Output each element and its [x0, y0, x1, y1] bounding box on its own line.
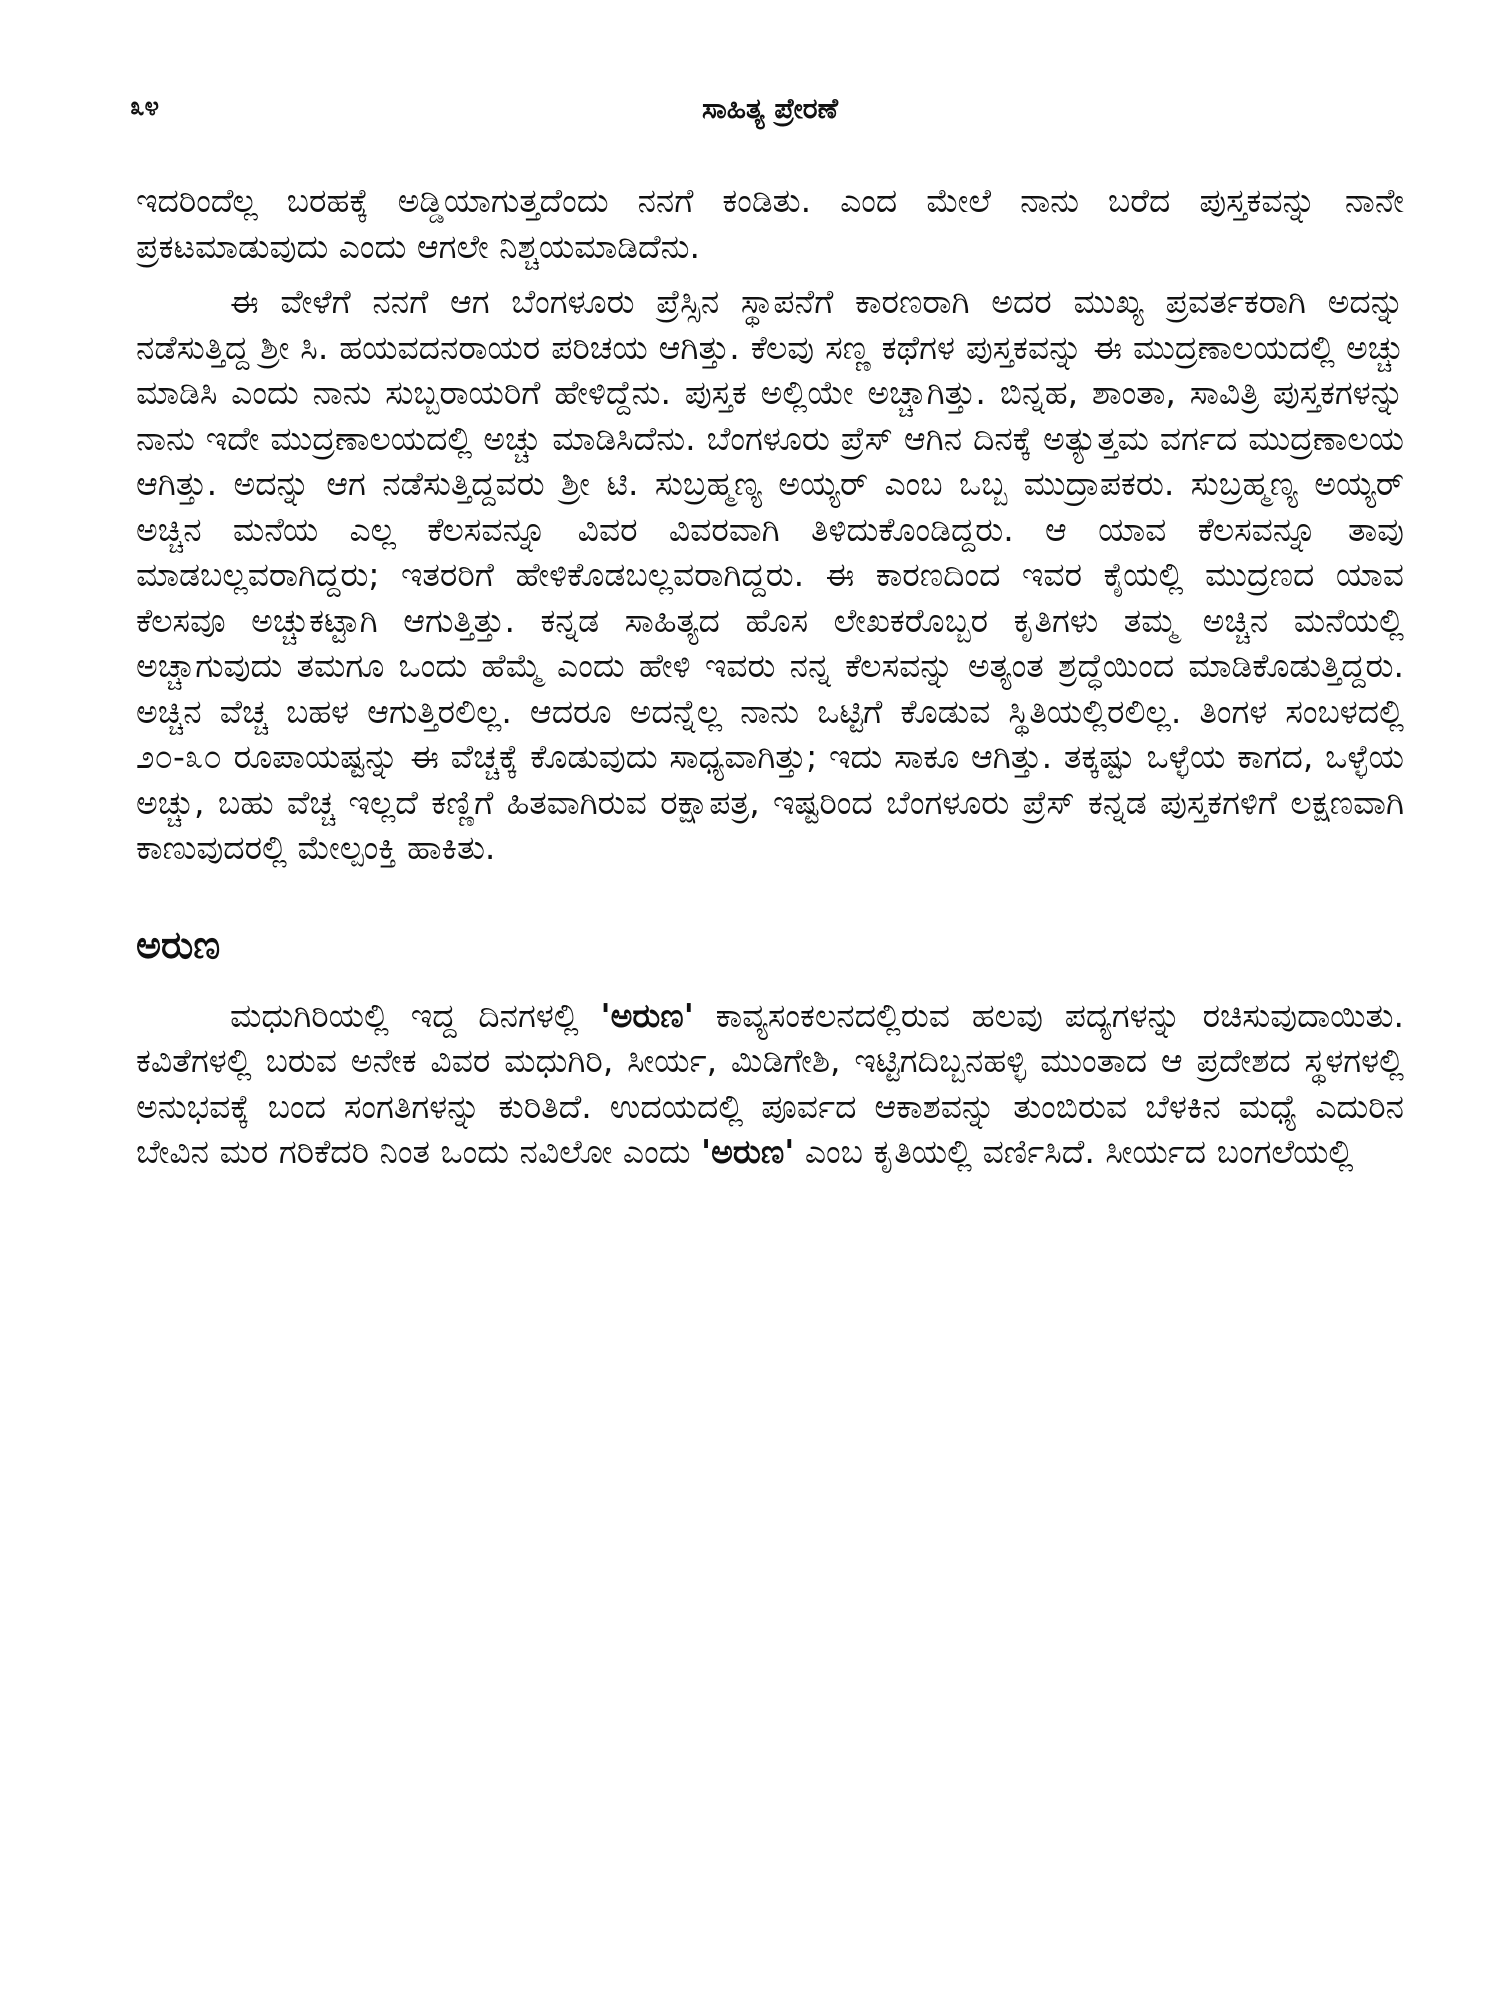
page-body [136, 178, 1404, 1175]
paragraph-1: ಇದರಿಂದೆಲ್ಲ ಬರಹಕ್ಕೆ ಅಡ್ಡಿಯಾಗುತ್ತದೆಂದು ನನಗೆ ಕಂಡಿತು. ಎಂದ ಮೇಲೆ ನಾನು ಬರೆದ ಪುಸ್ತಕವನ್ನು ನಾನೇ ಪ್ರಕಟಮಾಡುವುದು ಎಂದು ಆಗಲೇ ನಿಶ್ಚಯಮಾಡಿದೆನು. [136, 181, 1404, 266]
paragraph-3 [136, 993, 1404, 1175]
page-header [130, 92, 1410, 132]
running-title: ಸಾಹಿತ್ಯ ಪ್ರೇರಣೆ [701, 92, 838, 125]
paragraph-3-part-a: ಮಧುಗಿರಿಯಲ್ಲಿ ಇದ್ದ ದಿನಗಳಲ್ಲಿ [230, 995, 601, 1035]
heading-gap [136, 975, 1404, 993]
bold-title-aruna-2: 'ಅರುಣ' [701, 1132, 795, 1171]
section-gap [136, 871, 1404, 915]
paragraph-2: ಈ ವೇಳೆಗೆ ನನಗೆ ಆಗ ಬೆಂಗಳೂರು ಪ್ರೆಸ್ಸಿನ ಸ್ಥಾಪನೆಗೆ ಕಾರಣರಾಗಿ ಅದರ ಮುಖ್ಯ ಪ್ರವರ್ತಕರಾಗಿ ಅದನ್ನು ನಡೆಸುತ್ತಿದ್ದ ಶ್ರೀ ಸಿ. ಹಯವದನರಾಯರ ಪರಿಚಯ ಆಗಿತ್ತು. ಕೆಲವು ಸಣ್ಣ ಕಥೆಗಳ ಪುಸ್ತಕವನ್ನು ಈ ಮುದ್ರಣಾಲಯದಲ್ಲಿ ಅಚ್ಚು ಮಾಡಿಸಿ ಎಂದು ನಾನು ಸುಬ್ಬರಾಯರಿಗೆ ಹೇಳಿದ್ದೆನು. ಪುಸ್ತಕ ಅಲ್ಲಿಯೇ ಅಚ್ಚಾಗಿತ್ತು. ಬಿನ್ನಹ, ಶಾಂತಾ, ಸಾವಿತ್ರಿ ಪುಸ್ತಕಗಳನ್ನು ನಾನು ಇದೇ ಮುದ್ರಣಾಲಯದಲ್ಲಿ ಅಚ್ಚು ಮಾಡಿಸಿದೆನು. ಬೆಂಗಳೂರು ಪ್ರೆಸ್ ಆಗಿನ ದಿನಕ್ಕೆ ಅತ್ಯುತ್ತಮ ವರ್ಗದ ಮುದ್ರಣಾಲಯ ಆಗಿತ್ತು. ಅದನ್ನು ಆಗ ನಡೆಸುತ್ತಿದ್ದವರು ಶ್ರೀ ಟಿ. ಸುಬ್ರಹ್ಮಣ್ಯ ಅಯ್ಯರ್ ಎಂಬ ಒಬ್ಬ ಮುದ್ರಾಪಕರು. ಸುಬ್ರಹ್ಮಣ್ಯ ಅಯ್ಯರ್ ಅಚ್ಚಿನ ಮನೆಯ ಎಲ್ಲ ಕೆಲಸವನ್ನೂ ವಿವರ ವಿವರವಾಗಿ ತಿಳಿದುಕೊಂಡಿದ್ದರು. ಆ ಯಾವ ಕೆಲಸವನ್ನೂ ತಾವು ಮಾಡಬಲ್ಲವರಾಗಿದ್ದರು; ಇತರರಿಗೆ ಹೇಳಿಕೊಡಬಲ್ಲವರಾಗಿದ್ದರು. ಈ ಕಾರಣದಿಂದ ಇವರ ಕೈಯಲ್ಲಿ ಮುದ್ರಣದ ಯಾವ ಕೆಲಸವೂ ಅಚ್ಚುಕಟ್ಟಾಗಿ ಆಗುತ್ತಿತ್ತು. ಕನ್ನಡ ಸಾಹಿತ್ಯದ ಹೊಸ ಲೇಖಕರೊಬ್ಬರ ಕೃತಿಗಳು ತಮ್ಮ ಅಚ್ಚಿನ ಮನೆಯಲ್ಲಿ ಅಚ್ಚಾಗುವುದು ತಮಗೂ ಒಂದು ಹೆಮ್ಮೆ ಎಂದು ಹೇಳಿ ಇವರು ನನ್ನ ಕೆಲಸವನ್ನು ಅತ್ಯಂತ ಶ್ರದ್ಧೆಯಿಂದ ಮಾಡಿಕೊಡುತ್ತಿದ್ದರು. ಅಚ್ಚಿನ ವೆಚ್ಚ ಬಹಳ ಆಗುತ್ತಿರಲಿಲ್ಲ. ಆದರೂ ಅದನ್ನೆಲ್ಲ ನಾನು ಒಟ್ಟಿಗೆ ಕೊಡುವ ಸ್ಥಿತಿಯಲ್ಲಿರಲಿಲ್ಲ. ತಿಂಗಳ ಸಂಬಳದಲ್ಲಿ ೨೦-೩೦ ರೂಪಾಯಷ್ಟನ್ನು ಈ ವೆಚ್ಚಕ್ಕೆ ಕೊಡುವುದು ಸಾಧ್ಯವಾಗಿತ್ತು; ಇದು ಸಾಕೂ ಆಗಿತ್ತು. ತಕ್ಕಷ್ಟು ಒಳ್ಳೆಯ ಕಾಗದ, ಒಳ್ಳೆಯ ಅಚ್ಚು, ಬಹು ವೆಚ್ಚ ಇಲ್ಲದೆ ಕಣ್ಣಿಗೆ ಹಿತವಾಗಿರುವ ರಕ್ಷಾಪತ್ರ, ಇಷ್ಟರಿಂದ ಬೆಂಗಳೂರು ಪ್ರೆಸ್ ಕನ್ನಡ ಪುಸ್ತಕಗಳಿಗೆ ಲಕ್ಷಣವಾಗಿ ಕಾಣುವುದರಲ್ಲಿ ಮೇಲ್ಪಂಕ್ತಿ ಹಾಕಿತು. [136, 282, 1404, 867]
paragraph-3-part-c: ಎಂಬ ಕೃತಿಯಲ್ಲಿ ವರ್ಣಿಸಿದೆ. ಸೀರ್ಯದ ಬಂಗಲೆಯಲ್ಲಿ [794, 1132, 1354, 1171]
page-number: ೩೪ [130, 92, 160, 122]
bold-title-aruna-1: 'ಅರುಣ' [600, 995, 694, 1035]
paragraph-3-part-b: ಕಾವ್ಯಸಂಕಲನದಲ್ಲಿರುವ ಹಲವು ಪದ್ಯಗಳನ್ನು ರಚಿಸುವುದಾಯಿತು. ಕವಿತೆಗಳಲ್ಲಿ ಬರುವ ಅನೇಕ ವಿವರ ಮಧುಗಿರಿ, ಸೀರ್ಯ, ಮಿಡಿಗೇಶಿ, ಇಟ್ಟಿಗದಿಬ್ಬನಹಳ್ಳಿ ಮುಂತಾದ ಆ ಪ್ರದೇಶದ ಸ್ಥಳಗಳಲ್ಲಿ ಅನುಭವಕ್ಕೆ ಬಂದ ಸಂಗತಿಗಳನ್ನು ಕುರಿತಿದೆ. ಉದಯದಲ್ಲಿ ಪೂರ್ವದ ಆಕಾಶವನ್ನು ತುಂಬಿರುವ ಬೆಳಕಿನ ಮಧ್ಯೆ ಎದುರಿನ ಬೇವಿನ ಮರ ಗರಿಕೆದರಿ ನಿಂತ ಒಂದು ನವಿಲೋ ಎಂದು [136, 995, 1405, 1171]
paragraph-gap [136, 269, 1404, 279]
section-heading: ಅರುಣ [136, 922, 221, 967]
